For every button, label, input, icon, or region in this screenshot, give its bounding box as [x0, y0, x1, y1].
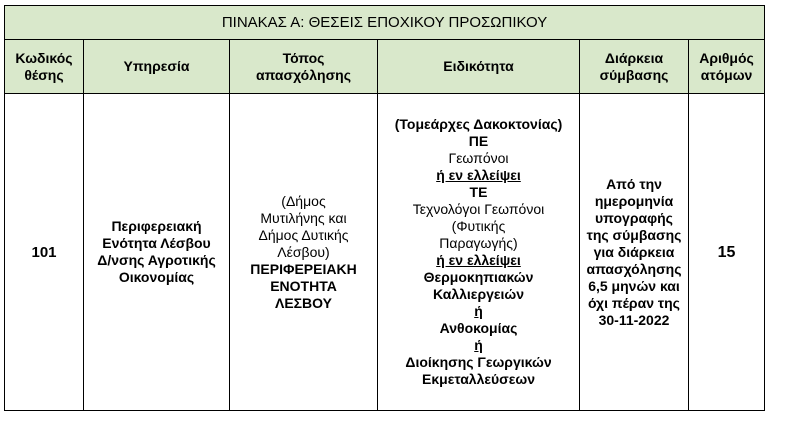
location-line: Λέσβου) — [277, 243, 330, 260]
specialty-line: Εκμεταλλεύσεων — [421, 371, 536, 387]
specialty-line: Γεωπόνοι — [448, 150, 509, 166]
cell-duration — [580, 94, 689, 411]
duration-line: για διάρκεια — [593, 243, 675, 260]
specialty-line: (Φυτικής — [451, 218, 506, 234]
specialty-line: (Τομεάρχες Δακοκτονίας) — [394, 116, 563, 132]
specialty-line: ή εν ελλείψει — [436, 167, 521, 183]
duration-line: ημερομηνία — [594, 192, 674, 209]
cell-service — [84, 94, 230, 411]
header-count — [689, 40, 765, 94]
header-count-line: Αριθμός — [699, 49, 754, 66]
header-row — [5, 40, 765, 94]
duration-line: 6,5 μηνών και — [588, 277, 680, 294]
specialty-line: Τεχνολόγοι Γεωπόνοι — [412, 201, 545, 217]
header-specialty: Ειδικότητα — [378, 40, 580, 94]
header-code — [5, 40, 84, 94]
cell-location — [230, 94, 378, 411]
duration-line: υπογραφής — [595, 209, 673, 226]
cell-code: 101 — [5, 94, 84, 411]
header-service: Υπηρεσία — [84, 40, 230, 94]
specialty-line: ΤΕ — [469, 184, 488, 200]
location-line: Δήμος Δυτικής — [258, 226, 349, 243]
duration-line: 30-11-2022 — [598, 311, 670, 328]
positions-table — [4, 5, 765, 411]
header-count-line: ατόμων — [700, 66, 753, 83]
header-duration — [580, 40, 689, 94]
table-title-row — [5, 6, 765, 40]
service-line: Οικονομίας — [118, 269, 195, 285]
specialty-line: Διοίκησης Γεωργικών — [405, 354, 552, 370]
specialty-line: ή εν ελλείψει — [436, 252, 521, 268]
header-location-line: απασχόλησης — [256, 66, 351, 83]
header-location — [230, 40, 378, 94]
location-line: ΕΝΟΤΗΤΑ — [270, 277, 337, 294]
duration-line: της σύμβασης — [586, 226, 682, 243]
location-line: (Δήμος — [281, 192, 326, 209]
header-duration-line: Διάρκεια — [604, 49, 664, 66]
specialty-line: Θερμοκηπιακών — [423, 269, 534, 285]
service-line: Δ/νσης Αγροτικής — [97, 252, 216, 268]
specialty-line: ΠΕ — [468, 133, 489, 149]
specialty-line: Ανθοκομίας — [439, 320, 518, 336]
service-line: Ενότητα Λέσβου — [102, 235, 211, 251]
specialty-line: ή — [474, 303, 483, 319]
header-duration-line: σύμβασης — [599, 66, 669, 83]
duration-line: όχι πέραν της — [588, 294, 680, 311]
location-line: Μυτιλήνης και — [260, 209, 347, 226]
service-line: Περιφερειακή — [111, 218, 202, 234]
header-code-line: θέσης — [24, 66, 64, 83]
table-title: ΠΙΝΑΚΑΣ Α: ΘΕΣΕΙΣ ΕΠΟΧΙΚΟΥ ΠΡΟΣΩΠΙΚΟΥ — [5, 6, 765, 40]
location-line: ΠΕΡΙΦΕΡΕΙΑΚΗ — [250, 260, 357, 277]
specialty-line: Καλλιεργειών — [432, 286, 525, 302]
duration-line: απασχόλησης — [586, 260, 682, 277]
header-location-line: Τόπος — [282, 49, 325, 66]
location-line: ΛΕΣΒΟΥ — [274, 294, 333, 311]
cell-specialty — [378, 94, 580, 411]
header-code-line: Κωδικός — [15, 49, 73, 66]
specialty-line: Παραγωγής) — [439, 235, 518, 251]
specialty-line: ή — [474, 337, 483, 353]
duration-line: Από την — [606, 175, 662, 192]
table-row — [5, 94, 765, 411]
cell-count: 15 — [689, 94, 765, 411]
